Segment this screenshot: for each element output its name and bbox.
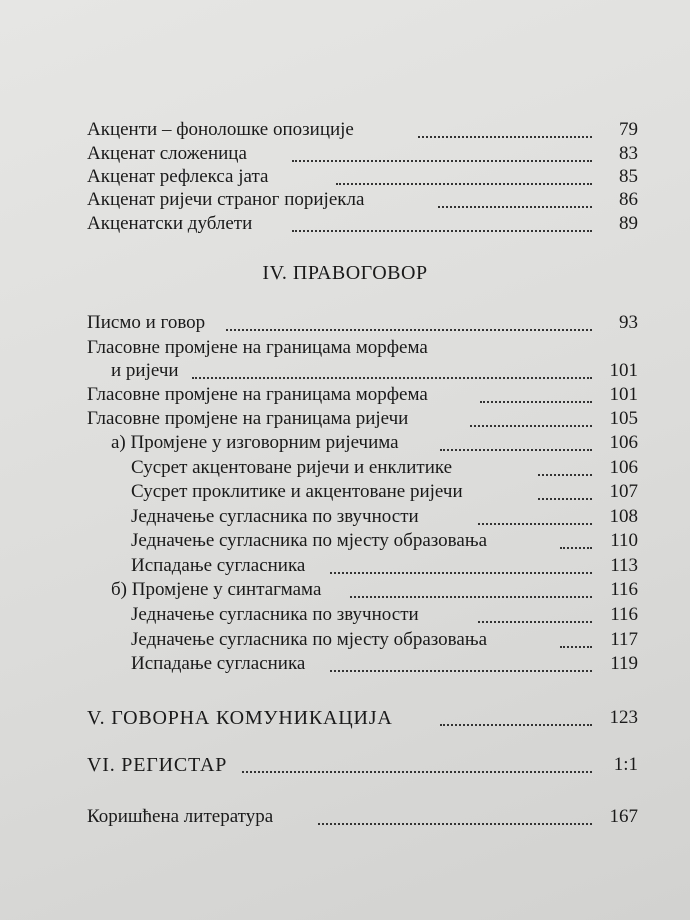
toc-entry-page: 101 bbox=[609, 360, 638, 381]
toc-entry-page: 113 bbox=[610, 555, 638, 576]
toc-entry-page: 107 bbox=[609, 481, 638, 502]
dot-leader bbox=[418, 136, 592, 138]
toc-entry-title: Гласовне промјене на границама морфема bbox=[87, 384, 428, 405]
toc-entry bbox=[0, 383, 690, 407]
toc-entry-page: 108 bbox=[609, 506, 638, 527]
dot-leader bbox=[292, 160, 592, 162]
toc-entry-page: 106 bbox=[609, 432, 638, 453]
section-heading: IV. ПРАВОГОВОР bbox=[262, 262, 428, 284]
dot-leader bbox=[480, 401, 592, 403]
dot-leader bbox=[438, 206, 592, 208]
toc-section bbox=[0, 753, 690, 777]
toc-entry-title: Испадање сугласника bbox=[131, 555, 306, 576]
toc-entry-page: 119 bbox=[610, 653, 638, 674]
dot-leader bbox=[242, 771, 592, 773]
toc-entry-title: Једначење сугласника по звучности bbox=[131, 604, 419, 625]
toc-entry-page: 85 bbox=[619, 166, 638, 187]
toc-entry bbox=[0, 505, 690, 529]
toc-entry-page: 106 bbox=[609, 457, 638, 478]
toc-entry-title: Сусрет проклитике и акцентоване ријечи bbox=[131, 481, 463, 502]
toc-entry bbox=[0, 118, 690, 142]
toc-entry bbox=[0, 311, 690, 335]
dot-leader bbox=[560, 646, 592, 648]
toc-entry bbox=[0, 603, 690, 627]
dot-leader bbox=[350, 596, 592, 598]
toc-entry bbox=[0, 805, 690, 829]
dot-leader bbox=[560, 547, 592, 549]
toc-entry bbox=[0, 407, 690, 431]
section-heading: V. ГОВОРНА КОМУНИКАЦИЈА bbox=[87, 707, 393, 729]
toc-entry-title: и ријечи bbox=[111, 360, 179, 381]
toc-entry bbox=[0, 628, 690, 652]
toc-entry-page: 105 bbox=[609, 408, 638, 429]
toc-entry-page: 110 bbox=[610, 530, 638, 551]
toc-entry-page: 89 bbox=[619, 213, 638, 234]
toc-entry-title: Гласовне промјене на границама морфема bbox=[87, 337, 428, 358]
toc-entry-title: Акценти – фонолошке опозиције bbox=[87, 119, 354, 140]
toc-entry-title: Једначење сугласника по мјесту образовања bbox=[131, 629, 487, 650]
toc-entry-title: Једначење сугласника по звучности bbox=[131, 506, 419, 527]
toc-entry-title: Акценат ријечи страног поријекла bbox=[87, 189, 365, 210]
toc-entry-page: 123 bbox=[609, 707, 638, 728]
toc-entry-title: а) Промјене у изговорним ријечима bbox=[111, 432, 399, 453]
toc-entry-page: 116 bbox=[610, 579, 638, 600]
dot-leader bbox=[538, 498, 592, 500]
toc-entry-title: б) Промјене у синтагмама bbox=[111, 579, 322, 600]
dot-leader bbox=[538, 474, 592, 476]
toc-entry-page: 83 bbox=[619, 143, 638, 164]
toc-entry-page: 93 bbox=[619, 312, 638, 333]
dot-leader bbox=[440, 724, 592, 726]
toc-entry-page: 101 bbox=[609, 384, 638, 405]
dot-leader bbox=[478, 621, 592, 623]
dot-leader bbox=[440, 449, 592, 451]
toc-entry-title: Акценат сложеница bbox=[87, 143, 247, 164]
toc-entry bbox=[0, 359, 690, 383]
dot-leader bbox=[330, 670, 592, 672]
toc-entry-title: Једначење сугласника по мјесту образовања bbox=[131, 530, 487, 551]
toc-entry bbox=[0, 188, 690, 212]
dot-leader bbox=[470, 425, 592, 427]
toc-entry-title: Сусрет акцентоване ријечи и енклитике bbox=[131, 457, 453, 478]
toc-entry-page: 117 bbox=[610, 629, 638, 650]
toc-entry bbox=[0, 578, 690, 602]
toc-entry bbox=[0, 142, 690, 166]
toc-entry-title: Акценат рефлекса јата bbox=[87, 166, 269, 187]
toc-entry bbox=[0, 554, 690, 578]
section-heading: VI. РЕГИСТАР bbox=[87, 754, 228, 776]
dot-leader bbox=[336, 183, 592, 185]
toc-entry-page: 1:1 bbox=[613, 754, 638, 775]
toc-entry-title: Испадање сугласника bbox=[131, 653, 306, 674]
dot-leader bbox=[226, 329, 592, 331]
toc-section bbox=[0, 706, 690, 730]
toc-entry bbox=[0, 456, 690, 480]
dot-leader bbox=[292, 230, 592, 232]
toc-entry-title: Писмо и говор bbox=[87, 312, 206, 333]
toc-entry-page: 116 bbox=[610, 604, 638, 625]
toc-entry-title: Коришћена литература bbox=[87, 806, 274, 827]
toc-entry bbox=[0, 480, 690, 504]
toc-entry bbox=[0, 652, 690, 676]
dot-leader bbox=[318, 823, 592, 825]
toc-entry-page: 167 bbox=[609, 806, 638, 827]
toc-entry bbox=[0, 529, 690, 553]
dot-leader bbox=[330, 572, 592, 574]
toc-entry-title: Акценатски дублети bbox=[87, 213, 253, 234]
toc-entry-page: 86 bbox=[619, 189, 638, 210]
toc-entry-title: Гласовне промјене на границама ријечи bbox=[87, 408, 409, 429]
dot-leader bbox=[478, 523, 592, 525]
dot-leader bbox=[192, 377, 592, 379]
toc-entry bbox=[0, 212, 690, 236]
toc-entry bbox=[0, 431, 690, 455]
toc-entry-page: 79 bbox=[619, 119, 638, 140]
toc-entry bbox=[0, 165, 690, 189]
